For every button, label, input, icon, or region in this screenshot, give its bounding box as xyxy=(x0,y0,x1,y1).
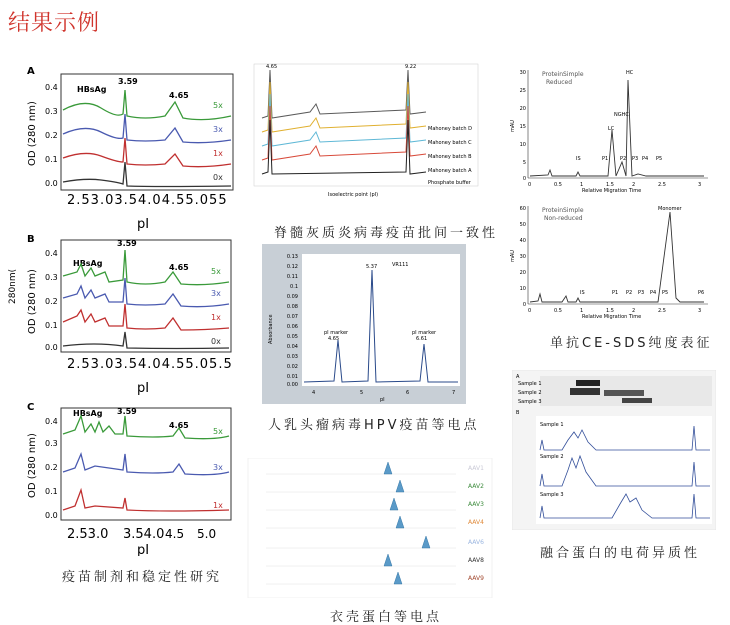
svg-text:10: 10 xyxy=(519,286,526,292)
svg-text:10: 10 xyxy=(519,142,526,148)
svg-text:Sample 2: Sample 2 xyxy=(518,390,542,396)
svg-text:Sample 1: Sample 1 xyxy=(518,381,542,387)
svg-text:0.01: 0.01 xyxy=(286,374,298,380)
ce-reduced-chart xyxy=(508,60,714,194)
series-label: 3x xyxy=(211,289,221,298)
svg-text:2: 2 xyxy=(632,182,636,188)
od-plot-a xyxy=(25,62,240,234)
y-tick: 0.2 xyxy=(45,463,58,472)
svg-text:2.5: 2.5 xyxy=(658,308,666,314)
y-tick: 0.2 xyxy=(45,131,58,140)
svg-text:Reduced: Reduced xyxy=(546,79,573,86)
peak-label: 4.65 xyxy=(169,421,189,430)
svg-text:0.00: 0.00 xyxy=(286,382,298,388)
marker-value: 4.65 xyxy=(328,336,340,342)
svg-text:P2: P2 xyxy=(620,156,627,162)
aav-label: AAV2 xyxy=(468,483,484,490)
svg-text:Sample 3: Sample 3 xyxy=(518,399,542,405)
svg-text:P5: P5 xyxy=(656,156,663,162)
svg-text:LC: LC xyxy=(608,126,615,132)
svg-text:P4: P4 xyxy=(650,290,657,296)
caption-right-bottom: 融合蛋白的电荷异质性 xyxy=(540,546,701,561)
svg-text:0.08: 0.08 xyxy=(286,304,298,310)
legend-item: Mahoney batch A xyxy=(428,168,472,174)
svg-text:50: 50 xyxy=(519,222,526,228)
stray-label: 280nm( xyxy=(8,268,18,304)
x-axis-label: pI xyxy=(380,397,385,403)
svg-text:0.07: 0.07 xyxy=(286,314,298,320)
legend-item: Mahoney batch D xyxy=(428,126,472,132)
svg-text:P4: P4 xyxy=(642,156,649,162)
x-ticks: 2.53.03.54.04.55.055 xyxy=(67,193,228,208)
legend-item: Mahoney batch B xyxy=(428,154,472,160)
svg-text:P1: P1 xyxy=(602,156,609,162)
svg-text:2: 2 xyxy=(632,308,636,314)
x-axis-label: pI xyxy=(137,217,150,232)
svg-text:P5: P5 xyxy=(662,290,669,296)
svg-text:3: 3 xyxy=(698,182,702,188)
ce-nonreduced-chart xyxy=(508,198,714,322)
svg-text:0.06: 0.06 xyxy=(286,324,298,330)
svg-text:6: 6 xyxy=(406,390,410,396)
y-tick: 0.4 xyxy=(45,417,58,426)
x-axis-label: Isoelectric point (pI) xyxy=(328,192,379,198)
aav-label: AAV6 xyxy=(468,539,484,546)
svg-text:5: 5 xyxy=(522,160,526,166)
svg-text:4: 4 xyxy=(312,390,316,396)
y-tick: 0.0 xyxy=(45,179,58,188)
svg-text:5: 5 xyxy=(360,390,364,396)
peak-label: HBsAg xyxy=(73,259,103,268)
caption-left: 疫苗制剂和稳定性研究 xyxy=(62,570,223,585)
x-ticks: 2.53.03.54.04.55.05.5 xyxy=(67,357,233,372)
y-tick: 0.0 xyxy=(45,343,58,352)
peak-label: 4.65 xyxy=(266,64,278,70)
legend-item: Phosphate buffer xyxy=(428,180,471,186)
svg-text:0.11: 0.11 xyxy=(286,274,298,280)
svg-text:0.04: 0.04 xyxy=(286,344,298,350)
peak-label: HBsAg xyxy=(73,409,103,418)
svg-text:25: 25 xyxy=(519,88,526,94)
marker-label: pI marker xyxy=(324,330,349,336)
svg-text:0.13: 0.13 xyxy=(286,254,298,260)
y-tick: 0.3 xyxy=(45,107,58,116)
plot-letter: A xyxy=(27,66,35,77)
svg-text:0: 0 xyxy=(528,308,532,314)
fusion-chart xyxy=(512,370,716,530)
svg-text:15: 15 xyxy=(519,124,526,130)
y-tick: 0.4 xyxy=(45,83,58,92)
svg-text:60: 60 xyxy=(519,206,526,212)
polio-chart xyxy=(250,60,482,210)
series-label: 1x xyxy=(213,501,223,510)
aav-label: AAV3 xyxy=(468,501,484,508)
svg-text:30: 30 xyxy=(519,254,526,260)
aav-label: AAV4 xyxy=(468,519,484,526)
y-tick: 0.4 xyxy=(45,249,58,258)
peak-label: 5.37 xyxy=(366,264,378,270)
svg-text:mAU: mAU xyxy=(510,120,516,132)
legend-item: Mahoney batch C xyxy=(428,140,472,146)
series-label: 3x xyxy=(213,125,223,134)
series-label: 5x xyxy=(213,427,223,436)
svg-text:0.5: 0.5 xyxy=(554,308,562,314)
series-label: 1x xyxy=(213,149,223,158)
peak-label: 4.65 xyxy=(169,263,189,272)
svg-text:40: 40 xyxy=(519,238,526,244)
svg-text:20: 20 xyxy=(519,270,526,276)
series-label: 3x xyxy=(213,463,223,472)
svg-text:1.5: 1.5 xyxy=(606,182,614,188)
svg-text:Relative Migration Time: Relative Migration Time xyxy=(582,314,642,320)
y-tick: 0.1 xyxy=(45,155,58,164)
y-tick: 0.2 xyxy=(45,297,58,306)
svg-text:IS: IS xyxy=(580,290,585,296)
series-label: 0x xyxy=(211,337,221,346)
x-ticks: 2.53.0 xyxy=(67,527,109,542)
svg-text:20: 20 xyxy=(519,106,526,112)
svg-text:B: B xyxy=(516,410,520,416)
od-plot-b xyxy=(5,232,240,400)
y-tick: 0.1 xyxy=(45,487,58,496)
caption-top-middle: 脊髓灰质炎病毒疫苗批间一致性 xyxy=(274,226,499,241)
aav-label: AAV9 xyxy=(468,575,484,582)
svg-text:Sample 3: Sample 3 xyxy=(540,492,564,498)
x-ticks: 3.54.0 xyxy=(123,527,165,542)
svg-text:0: 0 xyxy=(522,176,526,182)
x-ticks: 4.5 xyxy=(165,527,185,541)
svg-text:0: 0 xyxy=(528,182,532,188)
hpv-chart xyxy=(262,244,466,404)
series-label: 5x xyxy=(211,267,221,276)
svg-text:0.12: 0.12 xyxy=(286,264,298,270)
svg-text:0: 0 xyxy=(522,302,526,308)
caption-bottom-middle: 衣壳蛋白等电点 xyxy=(330,610,443,625)
plot-letter: B xyxy=(27,234,35,245)
od-plot-c xyxy=(25,398,240,556)
svg-text:30: 30 xyxy=(519,70,526,76)
y-axis-label: OD (280 nm) xyxy=(27,433,38,498)
series-label: 5x xyxy=(213,101,223,110)
marker-value: 6.61 xyxy=(416,336,428,342)
marker-label: pI marker xyxy=(412,330,437,336)
svg-text:P1: P1 xyxy=(612,290,619,296)
y-tick: 0.3 xyxy=(45,439,58,448)
svg-text:1: 1 xyxy=(580,182,584,188)
peak-label: 3.59 xyxy=(117,239,137,248)
aav-label: AAV8 xyxy=(468,557,484,564)
peak-label: HBsAg xyxy=(77,85,107,94)
svg-text:P6: P6 xyxy=(698,290,705,296)
svg-text:P2: P2 xyxy=(626,290,633,296)
y-tick: 0.0 xyxy=(45,511,58,520)
peak-label: 9.22 xyxy=(405,64,417,70)
y-axis-label: OD (280 nm) xyxy=(27,269,38,334)
svg-text:3: 3 xyxy=(698,308,702,314)
svg-text:HC: HC xyxy=(626,70,634,76)
peak-label: 3.59 xyxy=(118,77,138,86)
svg-text:2.5: 2.5 xyxy=(658,182,666,188)
svg-text:Relative Migration Time: Relative Migration Time xyxy=(582,188,642,194)
svg-text:P3: P3 xyxy=(638,290,645,296)
svg-text:0.02: 0.02 xyxy=(286,364,298,370)
x-axis-label: pI xyxy=(137,543,150,556)
peak-label: 3.59 xyxy=(117,407,137,416)
aav-label: AAV1 xyxy=(468,465,484,472)
caption-middle: 人乳头瘤病毒HPV疫苗等电点 xyxy=(268,418,480,433)
svg-text:0.03: 0.03 xyxy=(286,354,298,360)
y-tick: 0.3 xyxy=(45,273,58,282)
x-ticks: 5.0 xyxy=(197,527,217,541)
x-axis-label: pI xyxy=(137,381,150,396)
svg-text:Sample 1: Sample 1 xyxy=(540,422,564,428)
y-axis-label: OD (280 nm) xyxy=(27,101,38,166)
svg-text:0.09: 0.09 xyxy=(286,294,298,300)
aav-chart xyxy=(246,458,494,598)
svg-text:Sample 2: Sample 2 xyxy=(540,454,564,460)
svg-text:1: 1 xyxy=(580,308,584,314)
svg-text:0.1: 0.1 xyxy=(290,284,298,290)
page-title: 结果示例 xyxy=(8,11,101,36)
svg-text:0.5: 0.5 xyxy=(554,182,562,188)
series-label: 0x xyxy=(213,173,223,182)
y-axis-label: Absorbance xyxy=(268,314,274,344)
svg-text:7: 7 xyxy=(452,390,456,396)
series-label: 1x xyxy=(211,313,221,322)
svg-text:IS: IS xyxy=(576,156,581,162)
plot-letter: C xyxy=(27,402,35,413)
svg-text:Monomer: Monomer xyxy=(658,206,682,212)
svg-text:NGHC: NGHC xyxy=(614,112,629,118)
svg-text:0.05: 0.05 xyxy=(286,334,298,340)
svg-text:Non-reduced: Non-reduced xyxy=(544,215,583,222)
peak-label: VR111 xyxy=(392,262,409,268)
caption-right-top: 单抗CE-SDS纯度表征 xyxy=(550,336,713,351)
svg-text:mAU: mAU xyxy=(510,250,516,262)
svg-text:ProteinSimple: ProteinSimple xyxy=(542,207,584,214)
svg-text:1.5: 1.5 xyxy=(606,308,614,314)
y-tick: 0.1 xyxy=(45,321,58,330)
svg-text:ProteinSimple: ProteinSimple xyxy=(542,71,584,78)
svg-text:A: A xyxy=(516,374,520,380)
svg-text:P3: P3 xyxy=(632,156,639,162)
peak-label: 4.65 xyxy=(169,91,189,100)
